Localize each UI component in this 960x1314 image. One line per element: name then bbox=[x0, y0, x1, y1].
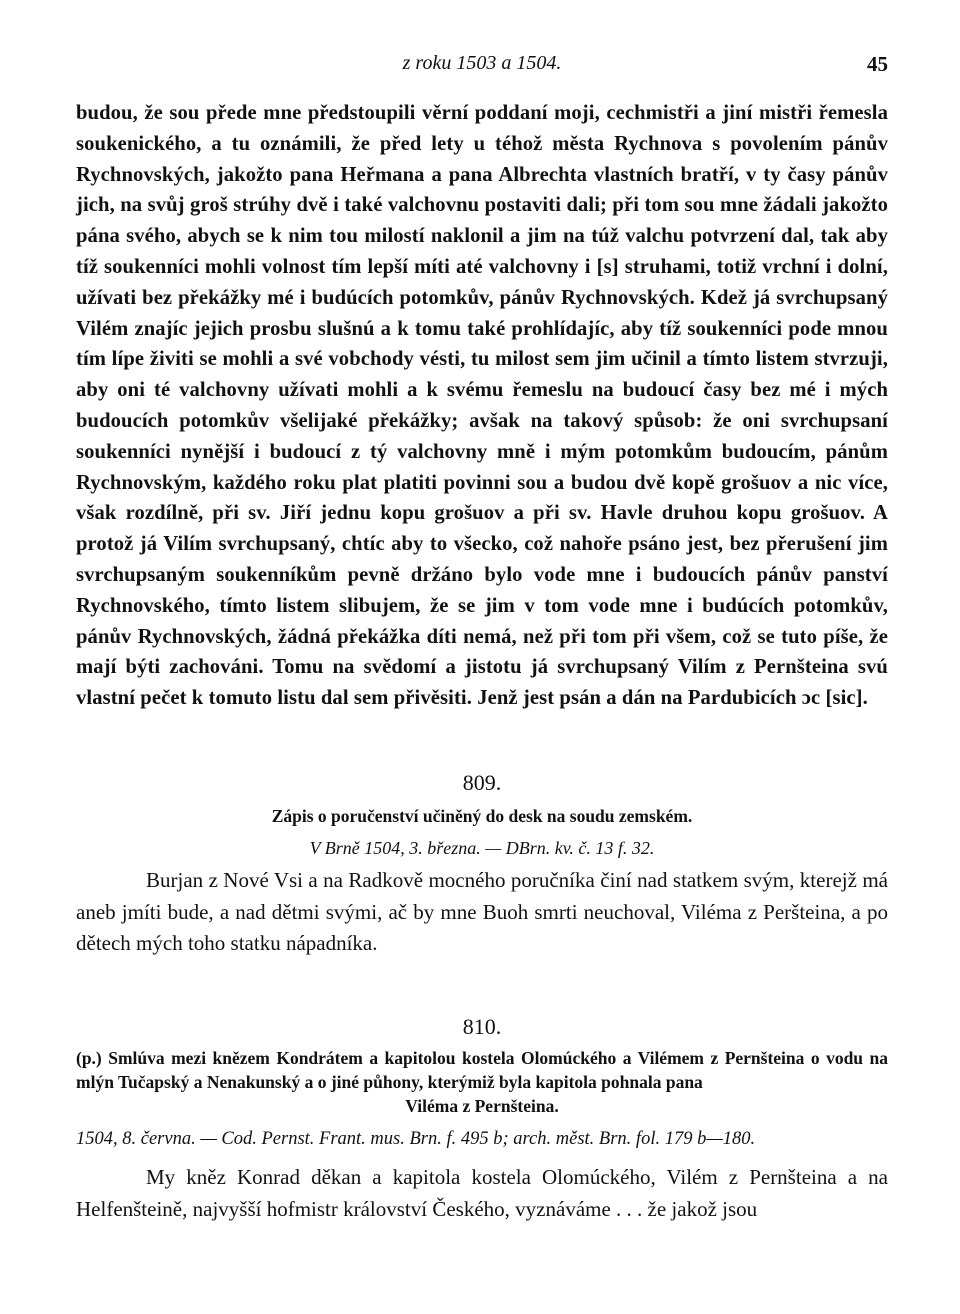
document-809 bbox=[76, 770, 888, 960]
running-title: z roku 1503 a 1504. bbox=[402, 52, 562, 74]
page-number: 45 bbox=[867, 52, 888, 76]
regest-last-line: Viléma z Pernšteina. bbox=[405, 1096, 559, 1116]
document-date-source: V Brně 1504, 3. března. — DBrn. kv. č. 13 f. 32. bbox=[309, 838, 655, 858]
continued-document-text bbox=[76, 98, 888, 714]
page-header bbox=[76, 52, 888, 82]
document-number: 809. bbox=[462, 770, 502, 795]
document-heading: Zápis o poručenství učiněný do desk na soudu zemském. bbox=[271, 806, 693, 826]
document-date-source: 1504, 8. června. — Cod. Pernst. Frant. mus. Brn. f. 495 b; arch. měst. Brn. fol. 179 b—180. bbox=[76, 1129, 756, 1149]
document-number: 810. bbox=[462, 1014, 502, 1039]
document-text: Burjan z Nové Vsi a na Radkově mocného poručníka činí nad statkem svým, kterejž má aneb jmíti bude, a nad dětmi svými, ač by mne Buoh smrti neuchoval, Viléma z Peršteina, a po dětech mých toho statku nápadníka. bbox=[76, 868, 888, 955]
regest-text: (p.) Smlúva mezi knězem Kondrátem a kapitolou kostela Olomúckého a Vilémem z Pernšteina o vodu na mlýn Tučapský a Nenakunský a o jiné půhony, kterýmiž byla kapitola pohnala pana bbox=[76, 1048, 888, 1092]
continued-paragraph: budou, že sou přede mne předstoupili věrní poddaní moji, cechmistři a jiní mistři řemesla soukenického, a tu oznámili, že před lety u téhož města Rychnova s povolením pánův Rychnovských, jakožto pana Heřmana a pana Albrechta vlastních bratří, v ty časy pánův jich, na svůj groš strúhy dvě i také valchovnu postaviti dali; při tom sou mne žádali jakožto pána svého, abych se k nim tou milostí naklonil a jim na túž valchu potvrzení dal, tak aby tíž soukenníci mohli volnost tím lepší míti até valchovny i [s] struhami, totiž vrchní i dolní, užívati bez překážky mé i budúcích potomkův, pánův Rychnovských. Kdež já svrchupsaný Vilém znajíc jejich prosbu slušnú a k tomu také prohlídajíc, aby tíž soukenníci pode mnou tím lípe živiti se mohli a své vobchody vésti, tu milost sem jim učinil a tímto listem stvrzuji, aby oni té valchovny užívati mohli a k svému řemeslu na budoucí časy bez mé i mých budoucích potomkův všelijaké překážky; avšak na takový spůsob: že oni svrchupsaní soukenníci nynější i budoucí z tý valchovny mně i mým potomkům budoucím, pánům Rychnovským, každého roku plat platiti povinni sou a budou dvě kopě grošuov a nic více, však rozdílně, při sv. Jiří jednu kopu grošuov a při sv. Havle druhou kopu grošuov. A protož já Vilím svrchupsaný, chtíc aby to všecko, což nahoře psáno jest, bez přerušení jim svrchupsaným soukenníkům pevně držáno bylo vode mne i budoucích pánův panství Rychnovského, tímto listem slibujem, že se jim v tom vode mne i budúcích potomkův, pánův Rychnovských, žádná překážka díti nemá, než při tom při všem, což se tuto píše, že mají býti zachováni. Tomu na svědomí a jistotu já svrchupsaný Vilím z Pernšteina svú vlastní pečet k tomuto listu dal sem přivěsiti. Jenž jest psán a dán na Pardubicích ɔc [sic]. bbox=[76, 102, 888, 710]
document-regest bbox=[76, 1046, 888, 1118]
document-text: My kněz Konrad děkan a kapitola kostela Olomúckého, Vilém z Pernšteina a na Helfenšteině, najvyšší hofmistr království Českého, vyznáváme . . . že jakož jsou bbox=[76, 1165, 888, 1221]
document-810 bbox=[76, 1014, 888, 1225]
